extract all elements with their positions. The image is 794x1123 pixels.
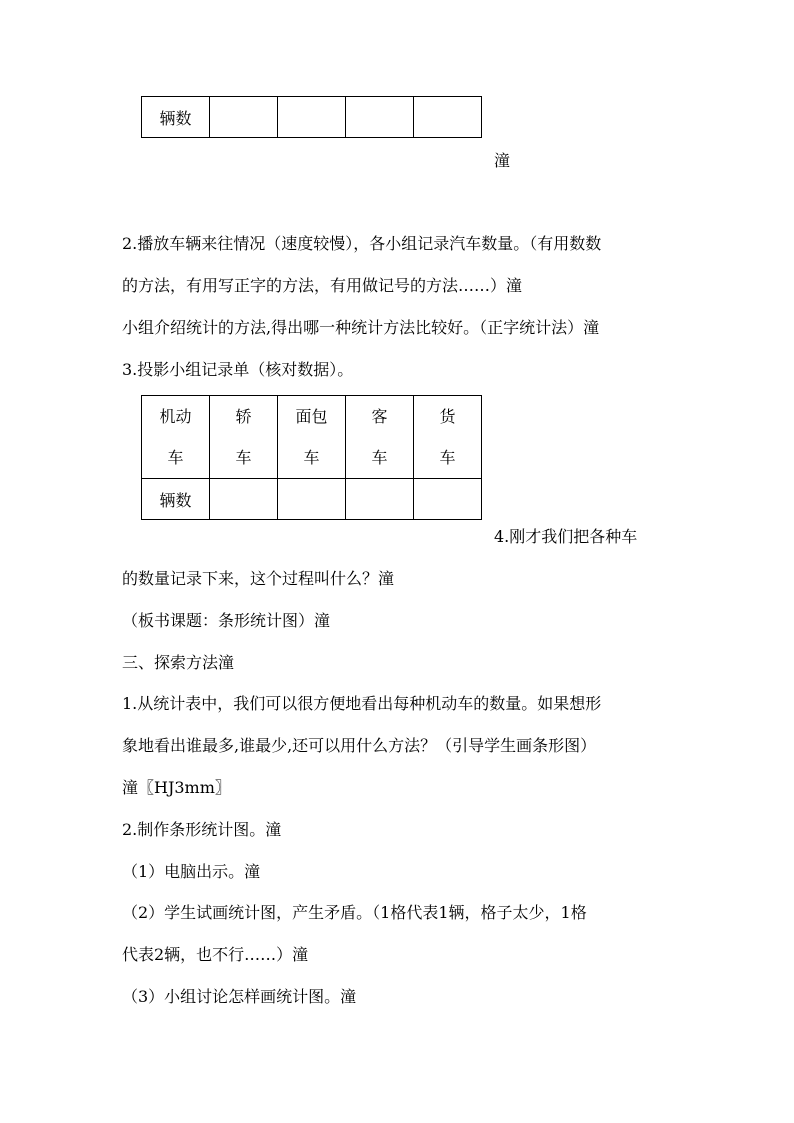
table-cell <box>210 479 278 520</box>
table-cell <box>278 97 346 138</box>
table-cell <box>414 97 482 138</box>
table-cell <box>278 479 346 520</box>
table-row-label: 辆数 <box>142 479 210 520</box>
table-cell <box>210 97 278 138</box>
vehicle-count-table-top <box>141 96 482 138</box>
explore-2-sub-1: （1）电脑出示。潼 <box>122 862 261 881</box>
step-4-line-1: 4.刚才我们把各种车 <box>494 527 638 546</box>
explore-2-sub-2-line-1: （2）学生试画统计图，产生矛盾。（1格代表1辆，格子太少，1格 <box>122 903 587 922</box>
explore-1-line-2: 象地看出谁最多,谁最少,还可以用什么方法？（引导学生画条形图） <box>122 736 597 755</box>
explore-2-line: 2.制作条形统计图。潼 <box>122 820 282 839</box>
vehicle-record-table <box>141 395 482 520</box>
step-4-line-3: （板书课题：条形统计图）潼 <box>122 611 331 630</box>
table-row-label: 辆数 <box>142 97 210 138</box>
table-header-cell: 面包 车 <box>278 396 346 479</box>
table-header-cell: 客 车 <box>346 396 414 479</box>
table-row <box>142 97 482 138</box>
paragraph-mark: 潼 <box>494 151 511 170</box>
explore-1-line-1: 1.从统计表中，我们可以很方便地看出每种机动车的数量。如果想形 <box>122 694 602 713</box>
section-3-heading: 三、探索方法潼 <box>122 653 235 672</box>
table-cell <box>414 479 482 520</box>
step-4-line-2: 的数量记录下来，这个过程叫什么？潼 <box>122 569 395 588</box>
table-header-cell: 机动 车 <box>142 396 210 479</box>
table-header-row <box>142 396 482 479</box>
step-2-line-3: 小组介绍统计的方法,得出哪一种统计方法比较好。（正字统计法）潼 <box>122 318 600 337</box>
step-2-line-2: 的方法，有用写正字的方法，有用做记号的方法……）潼 <box>122 276 523 295</box>
explore-2-sub-2-line-2: 代表2辆，也不行……）潼 <box>122 945 309 964</box>
table-cell <box>346 97 414 138</box>
table-cell <box>346 479 414 520</box>
step-3-line: 3.投影小组记录单（核对数据）。 <box>122 360 354 379</box>
table-header-cell: 货 车 <box>414 396 482 479</box>
table-row <box>142 479 482 520</box>
explore-2-sub-3: （3）小组讨论怎样画统计图。潼 <box>122 987 357 1006</box>
explore-1-line-3: 潼〖HJ3mm〗 <box>122 778 231 797</box>
step-2-line-1: 2.播放车辆来往情况（速度较慢），各小组记录汽车数量。（有用数数 <box>122 234 602 253</box>
table-header-cell: 轿 车 <box>210 396 278 479</box>
